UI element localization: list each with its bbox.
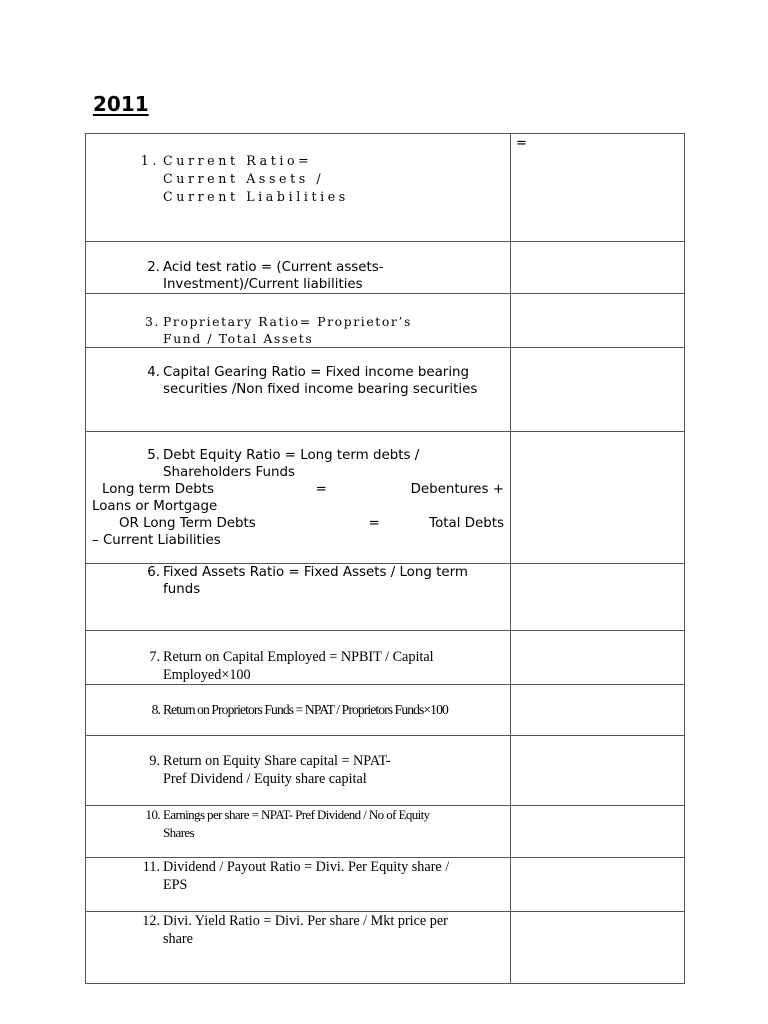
ratio-item-4 <box>86 364 510 398</box>
formula-cell <box>86 294 511 348</box>
formula-line: Dividend / Payout Ratio = Divi. Per Equity share / <box>163 859 450 875</box>
or-long-term-debts-label: OR Long Term Debts <box>119 516 256 531</box>
formula-line: share <box>163 931 193 947</box>
ratio-item-8 <box>86 701 510 719</box>
item-number: 12. <box>142 913 160 929</box>
table-row <box>86 294 685 348</box>
answer-cell <box>511 736 685 806</box>
formula-line: Capital Gearing Ratio = Fixed income bearing <box>163 365 470 380</box>
formula-line: Fund / Total Assets <box>163 331 314 346</box>
table-row <box>86 564 685 631</box>
formula-line: Investment)/Current liabilities <box>163 277 363 292</box>
year-heading: 2011 <box>93 92 149 116</box>
answer-cell <box>511 134 685 242</box>
answer-cell <box>511 242 685 294</box>
ratio-item-1 <box>86 152 510 206</box>
ratio-item-3 <box>86 313 510 347</box>
item-number: 9. <box>149 753 160 769</box>
table-row <box>86 631 685 685</box>
ratio-item-7 <box>86 648 510 684</box>
table-row <box>86 806 685 858</box>
item-number: 2. <box>147 260 160 275</box>
formula-line: Shareholders Funds <box>163 465 295 480</box>
item-number: 5. <box>147 448 160 463</box>
table-row <box>86 736 685 806</box>
ratio-item-6 <box>86 564 510 598</box>
long-term-debts-label: Long term Debts <box>102 482 214 497</box>
long-term-debts-definition <box>86 481 510 549</box>
table-row <box>86 348 685 432</box>
answer-cell <box>511 348 685 432</box>
formula-cell <box>86 912 511 984</box>
table-row <box>86 858 685 912</box>
item-number: 8. <box>151 702 160 717</box>
ratio-item-2 <box>86 259 510 293</box>
equals-sign: = <box>315 482 327 497</box>
formula-cell <box>86 134 511 242</box>
answer-cell <box>511 858 685 912</box>
formula-line: Current Ratio= <box>163 153 313 168</box>
formula-line: Fixed Assets Ratio = Fixed Assets / Long term <box>163 565 468 580</box>
answer-cell <box>511 685 685 736</box>
formula-line: Proprietary Ratio= Proprietor’s <box>163 314 412 329</box>
long-term-debts-value: Debentures + <box>410 482 504 497</box>
table-row <box>86 242 685 294</box>
item-number: 7. <box>149 649 160 665</box>
ratio-table <box>85 133 685 984</box>
answer-cell <box>511 806 685 858</box>
formula-cell <box>86 736 511 806</box>
formula-cell <box>86 858 511 912</box>
ratio-item-5 <box>86 447 510 481</box>
ratio-item-10 <box>86 806 510 842</box>
formula-line: Employed×100 <box>163 667 251 683</box>
formula-line: Current Assets / <box>163 171 325 186</box>
formula-line: Return on Equity Share capital = NPAT- <box>163 753 391 769</box>
long-term-debts-continued: Loans or Mortgage <box>92 499 218 514</box>
formula-cell <box>86 432 511 564</box>
formula-line: Pref Dividend / Equity share capital <box>163 771 367 787</box>
formula-line: Return on Proprietors Funds = NPAT / Proprietors Funds×100 <box>163 702 448 717</box>
answer-cell <box>511 432 685 564</box>
formula-line: EPS <box>163 877 188 893</box>
item-number: 1. <box>140 153 160 168</box>
formula-line: securities /Non fixed income bearing securities <box>163 382 478 397</box>
formula-cell <box>86 242 511 294</box>
table-row <box>86 912 685 984</box>
answer-cell <box>511 912 685 984</box>
formula-line: Acid test ratio = (Current assets- <box>163 260 384 275</box>
formula-cell <box>86 685 511 736</box>
formula-cell <box>86 564 511 631</box>
formula-line: Shares <box>163 825 195 840</box>
table-row <box>86 134 685 242</box>
formula-line: Debt Equity Ratio = Long term debts / <box>163 448 420 463</box>
answer-cell <box>511 631 685 685</box>
formula-line: Current Liabilities <box>163 189 349 204</box>
formula-cell <box>86 348 511 432</box>
item-number: 4. <box>147 365 160 380</box>
or-long-term-debts-continued: – Current Liabilities <box>92 533 221 548</box>
equals-sign: = <box>368 516 380 531</box>
ratio-item-11 <box>86 858 510 894</box>
answer-cell <box>511 564 685 631</box>
formula-cell <box>86 806 511 858</box>
or-long-term-debts-value: Total Debts <box>429 516 504 531</box>
equals-sign: = <box>516 136 527 151</box>
formula-line: funds <box>163 582 201 597</box>
formula-line: Earnings per share = NPAT- Pref Dividend / No of Equity <box>163 807 430 822</box>
item-number: 3. <box>144 314 160 329</box>
ratio-item-9 <box>86 752 510 788</box>
item-number: 11. <box>142 859 160 875</box>
table-row <box>86 432 685 564</box>
ratio-item-12 <box>86 912 510 948</box>
formula-line: Divi. Yield Ratio = Divi. Per share / Mkt price per <box>163 913 448 929</box>
answer-cell <box>511 294 685 348</box>
formula-line: Return on Capital Employed = NPBIT / Capital <box>163 649 434 665</box>
formula-cell <box>86 631 511 685</box>
table-row <box>86 685 685 736</box>
item-number: 10. <box>145 807 160 822</box>
item-number: 6. <box>147 565 160 580</box>
